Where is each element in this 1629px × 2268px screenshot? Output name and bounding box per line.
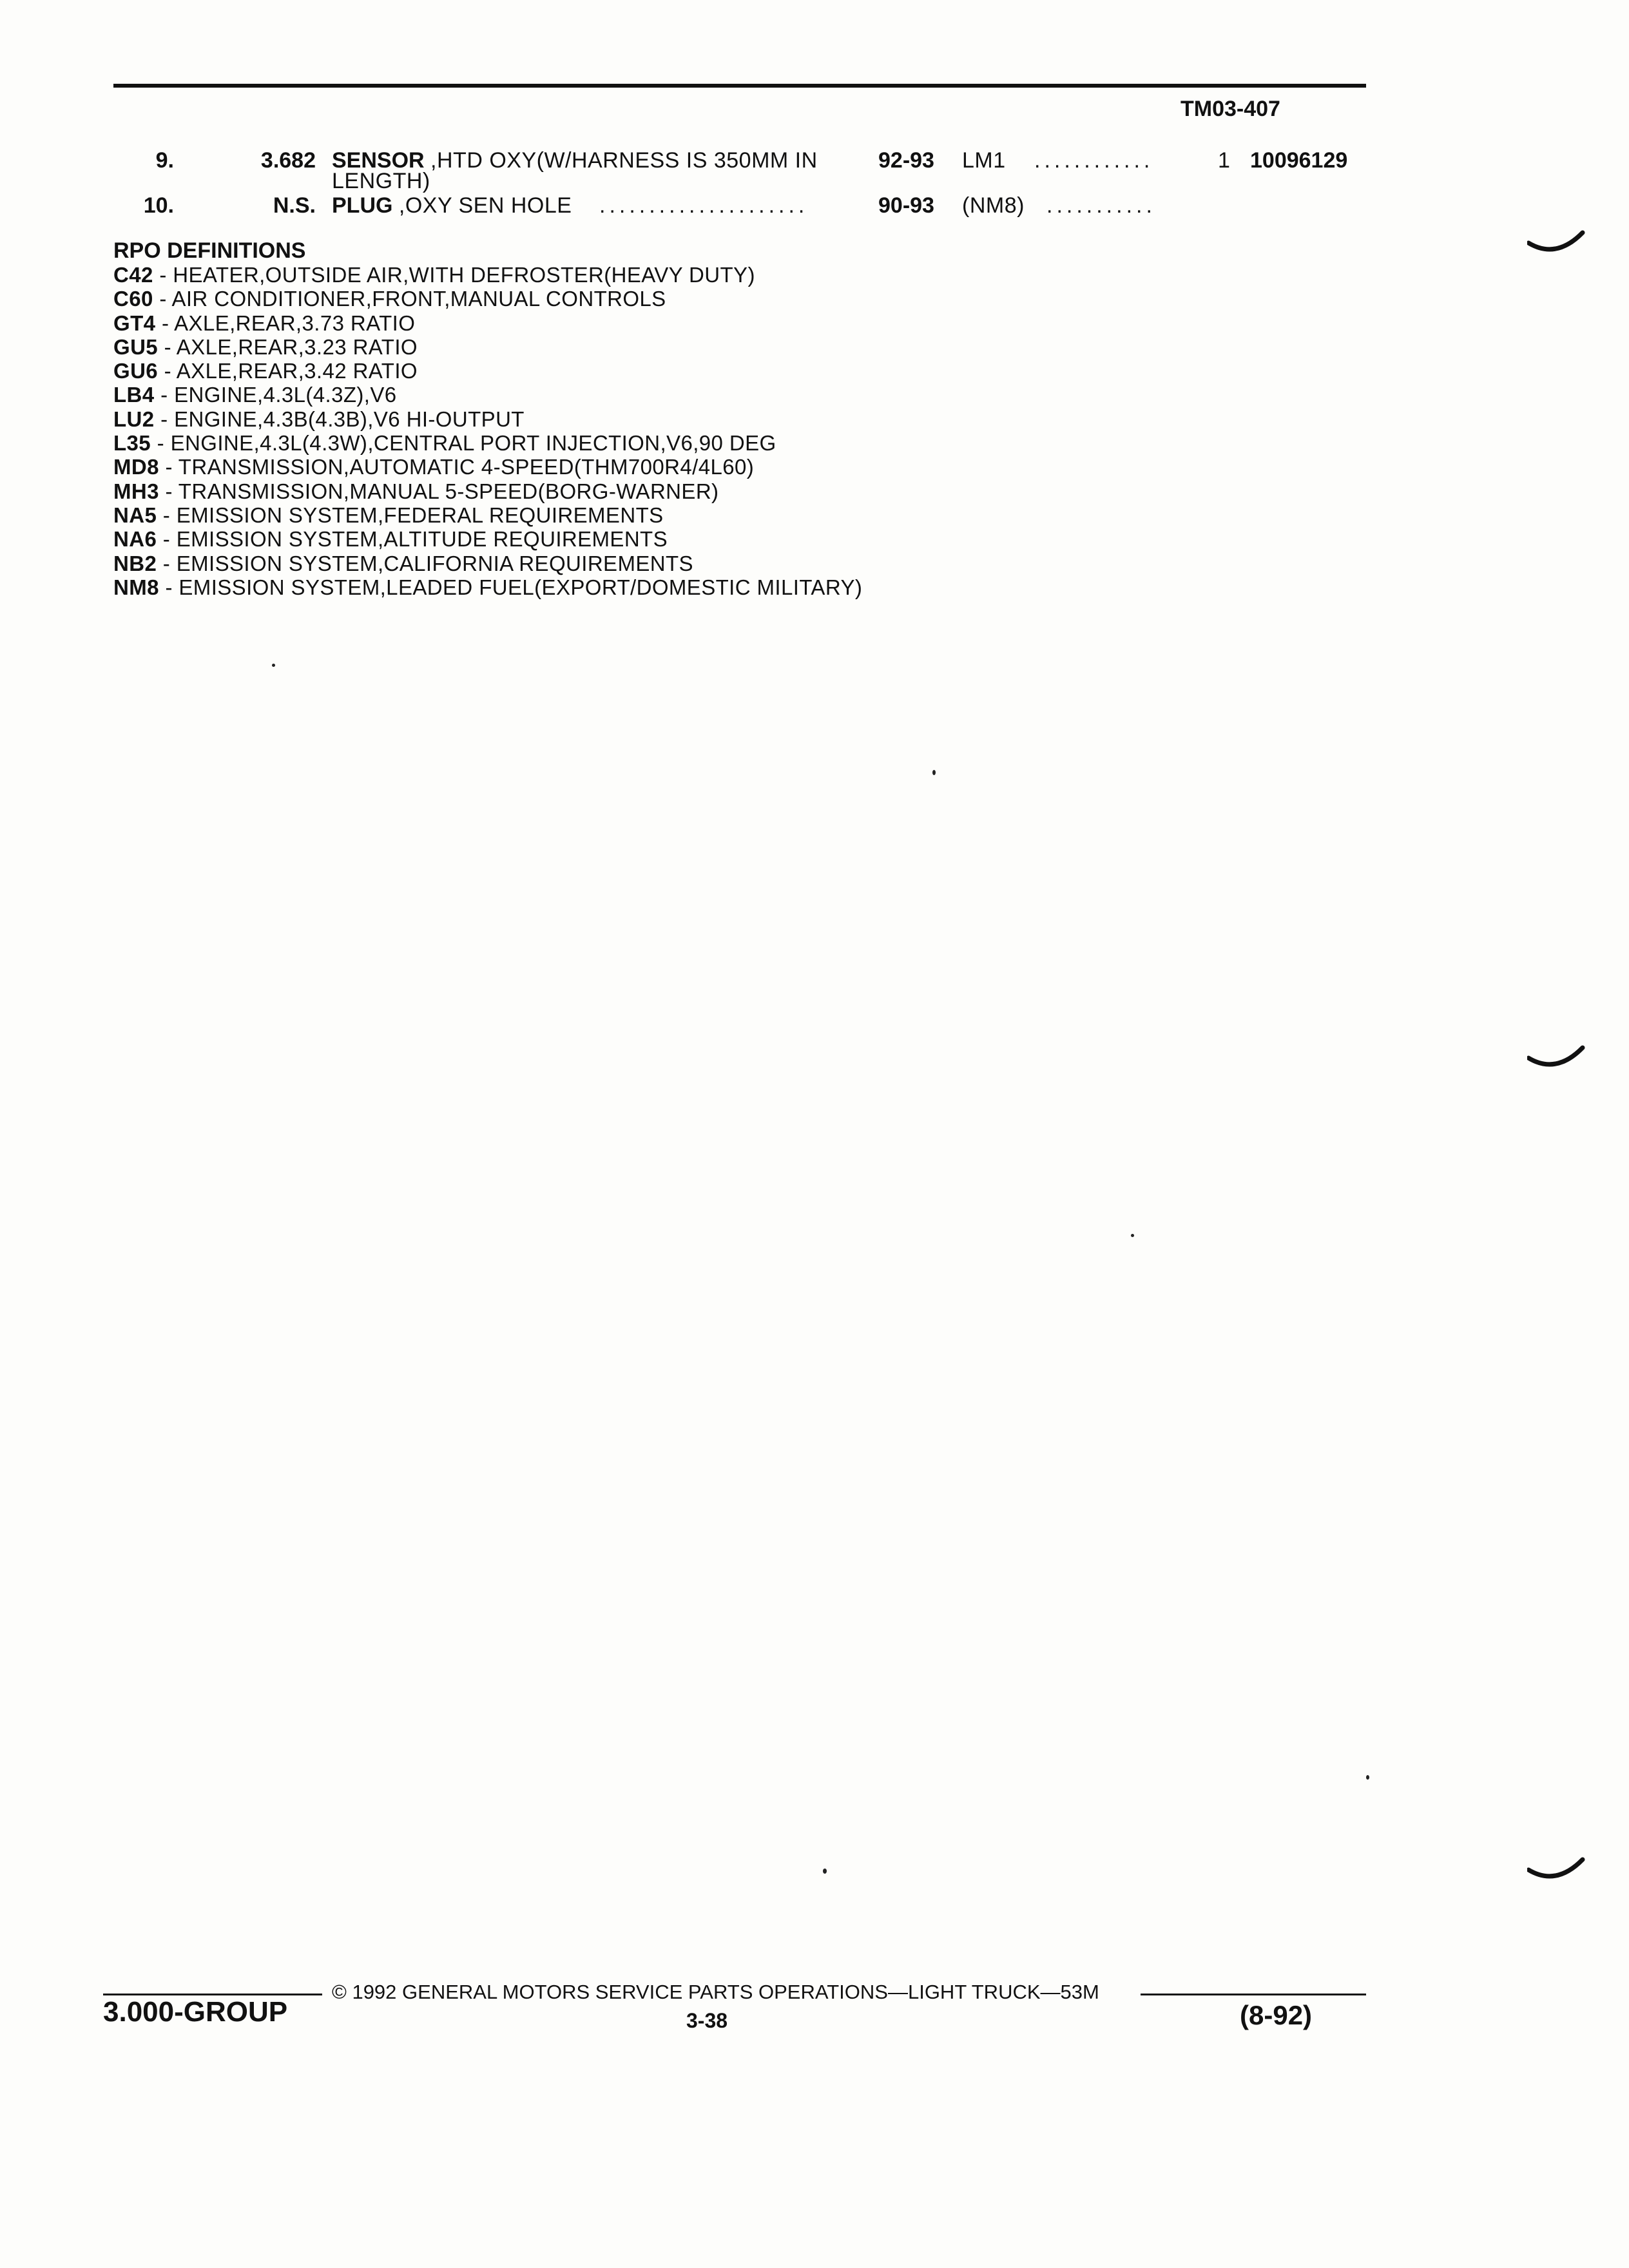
scan-speck bbox=[932, 770, 936, 775]
rpo-code: NA6 bbox=[113, 527, 157, 552]
scan-speck bbox=[823, 1869, 827, 1874]
rpo-code: GT4 bbox=[113, 311, 156, 335]
rpo-description: - EMISSION SYSTEM,FEDERAL REQUIREMENTS bbox=[157, 503, 664, 527]
rpo-definition bbox=[113, 575, 862, 599]
quantity: 1 bbox=[1218, 148, 1231, 173]
top-rule bbox=[113, 84, 1366, 88]
leader-dots: ........... bbox=[1046, 193, 1156, 218]
rpo-description: - HEATER,OUTSIDE AIR,WITH DEFROSTER(HEAVY DUTY) bbox=[153, 263, 755, 287]
rpo-description: - ENGINE,4.3B(4.3B),V6 HI-OUTPUT bbox=[154, 407, 525, 431]
leader-dots: ............ bbox=[1034, 148, 1154, 173]
rpo-code: L35 bbox=[113, 431, 151, 456]
rpo-definition bbox=[113, 407, 862, 431]
rpo-description: - AXLE,REAR,3.73 RATIO bbox=[155, 311, 416, 335]
model-years: 92-93 bbox=[878, 148, 934, 173]
rpo-code: NM8 bbox=[113, 575, 159, 599]
rpo-code: GU5 bbox=[113, 334, 159, 359]
rpo-description: - EMISSION SYSTEM,LEADED FUEL(EXPORT/DOMESTIC MILITARY) bbox=[159, 575, 863, 599]
rpo-definition bbox=[113, 383, 862, 407]
part-description bbox=[332, 193, 572, 218]
footer-rule-right bbox=[1141, 1994, 1366, 1995]
binder-hole-mark bbox=[1527, 1044, 1585, 1076]
part-detail-continued: LENGTH) bbox=[332, 169, 430, 193]
rpo-definition bbox=[113, 455, 862, 479]
binder-hole-mark bbox=[1527, 229, 1585, 261]
part-name: PLUG bbox=[332, 193, 393, 218]
rpo-code: GU6 bbox=[113, 359, 159, 383]
model-years: 90-93 bbox=[878, 193, 934, 218]
rpo-definition bbox=[113, 359, 862, 383]
item-number: 10. bbox=[143, 193, 174, 218]
rpo-code: MD8 bbox=[113, 455, 159, 479]
rpo-code: MH3 bbox=[113, 479, 159, 503]
rpo-definition bbox=[113, 311, 862, 335]
scan-speck bbox=[272, 664, 275, 667]
page-number: 3-38 bbox=[686, 2009, 728, 2032]
rpo-code: LM1 bbox=[962, 148, 1006, 173]
rpo-code: C42 bbox=[113, 263, 153, 287]
reference-page: 3.682 bbox=[260, 148, 316, 173]
rpo-definition bbox=[113, 335, 862, 359]
scan-speck bbox=[1131, 1234, 1134, 1237]
item-number: 9. bbox=[155, 148, 174, 173]
rpo-code: (NM8) bbox=[962, 193, 1025, 218]
rpo-definition bbox=[113, 503, 862, 527]
rpo-code: LU2 bbox=[113, 407, 155, 431]
rpo-definition bbox=[113, 431, 862, 455]
rpo-definition bbox=[113, 552, 862, 575]
footer-rule-left bbox=[103, 1994, 322, 1995]
reference-page: N.S. bbox=[273, 193, 316, 218]
part-name: SENSOR bbox=[332, 148, 425, 173]
rpo-definition bbox=[113, 263, 862, 287]
scan-speck bbox=[1366, 1775, 1369, 1780]
rpo-code: NA5 bbox=[113, 503, 157, 527]
rpo-code: C60 bbox=[113, 287, 153, 311]
rpo-description: - EMISSION SYSTEM,CALIFORNIA REQUIREMENTS bbox=[157, 551, 693, 575]
rpo-definitions-title: RPO DEFINITIONS bbox=[113, 238, 306, 263]
copyright-notice: © 1992 GENERAL MOTORS SERVICE PARTS OPERATIONS—LIGHT TRUCK—53M bbox=[332, 1981, 1099, 2003]
rpo-definition bbox=[113, 287, 862, 311]
part-detail: ,HTD OXY(W/HARNESS IS 350MM IN bbox=[430, 148, 818, 173]
rpo-code: NB2 bbox=[113, 551, 157, 575]
group-label: 3.000-GROUP bbox=[103, 1996, 288, 2028]
rpo-description: - ENGINE,4.3L(4.3Z),V6 bbox=[154, 383, 397, 407]
rpo-description: - AXLE,REAR,3.23 RATIO bbox=[158, 334, 418, 359]
leader-dots: ..................... bbox=[599, 193, 809, 218]
rpo-code: LB4 bbox=[113, 383, 155, 407]
rpo-description: - TRANSMISSION,AUTOMATIC 4-SPEED(THM700R4/4L60) bbox=[159, 455, 755, 479]
rpo-description: - TRANSMISSION,MANUAL 5-SPEED(BORG-WARNER) bbox=[159, 479, 719, 503]
document-code: TM03-407 bbox=[1181, 97, 1280, 121]
rpo-description: - EMISSION SYSTEM,ALTITUDE REQUIREMENTS bbox=[157, 527, 668, 552]
revision-date: (8-92) bbox=[1240, 2000, 1313, 2030]
rpo-definition bbox=[113, 527, 862, 551]
rpo-definition bbox=[113, 479, 862, 503]
rpo-description: - ENGINE,4.3L(4.3W),CENTRAL PORT INJECTION,V6,90 DEG bbox=[151, 431, 776, 456]
part-detail: ,OXY SEN HOLE bbox=[398, 193, 572, 218]
rpo-description: - AXLE,REAR,3.42 RATIO bbox=[158, 359, 418, 383]
binder-hole-mark bbox=[1527, 1856, 1585, 1888]
rpo-description: - AIR CONDITIONER,FRONT,MANUAL CONTROLS bbox=[153, 287, 666, 311]
rpo-definitions-list bbox=[113, 263, 862, 599]
part-number: 10096129 bbox=[1250, 148, 1348, 173]
